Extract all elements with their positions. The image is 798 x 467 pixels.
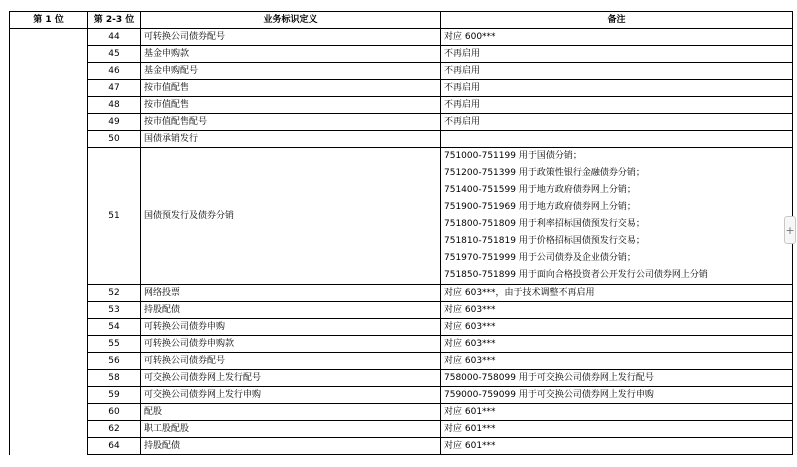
table-row-51 — [10, 148, 793, 285]
note-cell: 对应 603***，由于技术调整不再启用 — [441, 285, 793, 302]
definition-cell: 职工股配股 — [141, 421, 441, 438]
definition-cell: 国债预发行及债券分销 — [141, 148, 441, 285]
table-row — [10, 114, 793, 131]
code-cell: 62 — [88, 421, 141, 438]
table-row — [10, 404, 793, 421]
note-line: 751800-751809 用于利率招标国债预发行交易； — [444, 219, 645, 229]
note-cell-multiline — [441, 148, 793, 285]
definition-cell: 按市值配售配号 — [141, 114, 441, 131]
code-cell: 47 — [88, 80, 141, 97]
definition-cell: 按市值配售 — [141, 80, 441, 97]
definition-cell: 按市值配售 — [141, 97, 441, 114]
table-header-row — [10, 12, 793, 29]
note-cell: 对应 603*** — [441, 336, 793, 353]
note-cell: 对应 601*** — [441, 404, 793, 421]
note-line: 751970-751999 用于公司债券及企业债分销； — [444, 253, 636, 263]
code-cell: 48 — [88, 97, 141, 114]
code-cell: 58 — [88, 370, 141, 387]
note-cell: 对应 603*** — [441, 319, 793, 336]
note-cell: 不再启用 — [441, 114, 793, 131]
note-line: 751900-751969 用于地方政府债券网上分销； — [444, 202, 636, 212]
table-row — [10, 438, 793, 455]
definition-cell: 持股配债 — [141, 438, 441, 455]
table-row — [10, 353, 793, 370]
header-note: 备注 — [441, 12, 793, 29]
definition-cell: 可转换公司债券配号 — [141, 353, 441, 370]
note-cell: 不再启用 — [441, 63, 793, 80]
definition-cell: 基金申购款 — [141, 46, 441, 63]
definition-cell: 可转换公司债券申购款 — [141, 336, 441, 353]
header-first-digit: 第 1 位 — [10, 12, 88, 29]
table-row — [10, 387, 793, 404]
note-cell: 对应 601*** — [441, 421, 793, 438]
definition-cell: 配股 — [141, 404, 441, 421]
header-digits-2-3: 第 2-3 位 — [88, 12, 141, 29]
note-line: 751850-751899 用于面向合格投资者公开发行公司债券网上分销 — [444, 270, 708, 280]
code-cell: 50 — [88, 131, 141, 148]
code-cell: 60 — [88, 404, 141, 421]
note-cell: 不再启用 — [441, 46, 793, 63]
note-cell: 对应 603*** — [441, 302, 793, 319]
note-line: 751810-751819 用于价格招标国债预发行交易； — [444, 236, 645, 246]
table-row — [10, 421, 793, 438]
code-cell: 44 — [88, 29, 141, 46]
note-line: 751200-751399 用于政策性银行金融债券分销； — [444, 168, 645, 178]
note-cell: 对应 601*** — [441, 438, 793, 455]
note-cell: 759000-759099 用于可交换公司债券网上发行申购 — [441, 387, 793, 404]
code-cell: 51 — [88, 148, 141, 285]
table-row — [10, 319, 793, 336]
code-cell: 52 — [88, 285, 141, 302]
definition-cell: 持股配债 — [141, 302, 441, 319]
definition-cell: 可交换公司债券网上发行申购 — [141, 387, 441, 404]
code-cell: 56 — [88, 353, 141, 370]
definition-cell: 可转换公司债券申购 — [141, 319, 441, 336]
table-row — [10, 131, 793, 148]
code-cell: 59 — [88, 387, 141, 404]
code-cell: 53 — [88, 302, 141, 319]
note-cell: 不再启用 — [441, 97, 793, 114]
code-cell: 54 — [88, 319, 141, 336]
definition-cell: 可转换公司债券配号 — [141, 29, 441, 46]
table-row — [10, 29, 793, 46]
code-cell: 55 — [88, 336, 141, 353]
code-cell: 64 — [88, 438, 141, 455]
definition-cell: 可交换公司债券网上发行配号 — [141, 370, 441, 387]
table-row — [10, 97, 793, 114]
code-cell: 45 — [88, 46, 141, 63]
table-row — [10, 302, 793, 319]
table-row — [10, 46, 793, 63]
header-definition: 业务标识定义 — [141, 12, 441, 29]
note-cell: 对应 600*** — [441, 29, 793, 46]
code-cell: 46 — [88, 63, 141, 80]
note-line: 751000-751199 用于国债分销； — [444, 151, 582, 161]
definition-cell: 网络投票 — [141, 285, 441, 302]
definition-cell: 国债承销发行 — [141, 131, 441, 148]
code-cell: 49 — [88, 114, 141, 131]
definition-cell: 基金申购配号 — [141, 63, 441, 80]
table-row — [10, 336, 793, 353]
first-digit-cell — [10, 29, 88, 455]
table-row — [10, 370, 793, 387]
note-cell: 不再启用 — [441, 80, 793, 97]
table-row — [10, 63, 793, 80]
table-row — [10, 285, 793, 302]
note-line: 751400-751599 用于地方政府债券网上分销； — [444, 185, 636, 195]
business-code-table — [9, 11, 793, 455]
document-page — [9, 11, 793, 455]
plus-icon: + — [785, 224, 795, 237]
expand-panel-handle[interactable] — [784, 216, 796, 244]
table-row — [10, 80, 793, 97]
note-cell — [441, 131, 793, 148]
note-cell: 758000-758099 用于可交换公司债券网上发行配号 — [441, 370, 793, 387]
note-cell: 对应 603*** — [441, 353, 793, 370]
